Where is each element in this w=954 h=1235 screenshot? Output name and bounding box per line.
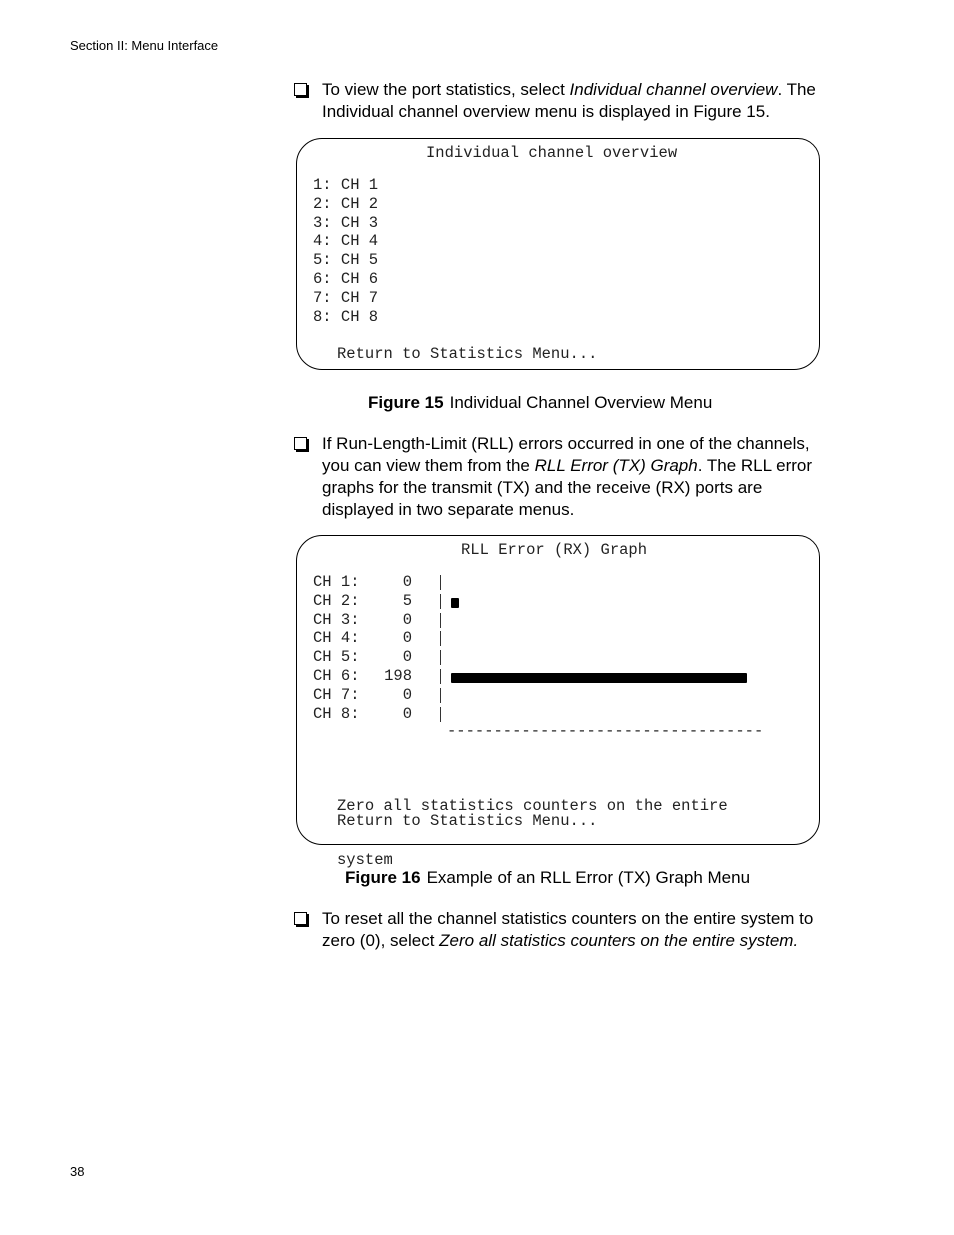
graph-row-label: CH 5: [313,648,360,667]
bullet-text: If Run-Length-Limit (RLL) errors occurred in one of the channels, you can view them from the [322,434,810,475]
bullet-emphasis: Individual channel overview [569,80,778,99]
graph-row-label: CH 8: [313,704,360,723]
graph-row-label: CH 6: [313,667,360,685]
menu-item-ch2[interactable]: 2: CH 2 [313,194,379,213]
graph-axis-tick [440,688,441,703]
menu-item-ch6[interactable]: 6: CH 6 [313,270,379,288]
graph-axis-tick [440,594,441,609]
graph-row-value: 0 [402,610,412,629]
graph-row-label: CH 7: [313,685,360,704]
bullet-emphasis: RLL Error (TX) Graph [534,456,698,475]
graph-bar-ch2 [451,598,459,608]
figure16-graph-title: RLL Error (RX) Graph [461,541,648,559]
figure15-menu-title: Individual channel overview [426,144,678,162]
graph-row-value: 0 [402,629,412,648]
caption-number: Figure 16 [345,868,421,887]
menu-item-ch4[interactable]: 4: CH 4 [313,232,379,251]
bullet-text: . The Individual channel overview menu is displayed in Figure 15. [322,80,816,121]
menu-item-ch5[interactable]: 5: CH 5 [313,251,379,270]
graph-row-label: CH 4: [313,629,360,648]
graph-row-label: CH 2: [313,591,360,610]
graph-axis-tick [440,669,441,684]
graph-row-label: CH 1: [313,573,360,591]
figure15-return-link[interactable]: Return to Statistics Menu... [337,345,598,363]
menu-item-ch7[interactable]: 7: CH 7 [313,288,379,307]
checkbox-bullet-icon [294,912,307,925]
graph-row-value: 0 [402,685,412,704]
figure16-caption [345,868,750,888]
caption-number: Figure 15 [368,393,444,412]
page-number: 38 [70,1164,85,1179]
graph-axis-tick [440,631,441,646]
section-header: Section II: Menu Interface [70,38,219,53]
bullet-reset-counters [294,908,834,952]
graph-row-value: 5 [402,591,412,610]
bullet-text: To reset all the channel statistics counters on the entire system to zero (0), select [322,909,814,950]
caption-text: Example of an RLL Error (TX) Graph Menu [426,868,751,887]
graph-axis-line: ---------------------------------- [447,722,764,740]
checkbox-bullet-icon [294,437,307,450]
graph-axis-tick [440,613,441,628]
menu-item-ch8[interactable]: 8: CH 8 [313,307,379,326]
figure16-return-link[interactable]: Return to Statistics Menu... [337,812,598,830]
menu-item-ch1[interactable]: 1: CH 1 [313,176,379,194]
graph-axis-tick [440,707,441,722]
graph-row-label: CH 3: [313,610,360,629]
zero-counters-label-line1: Zero all statistics counters on the entire [337,797,728,815]
bullet-text: To view the port statistics, select [322,80,570,99]
graph-axis-tick [440,575,441,590]
figure15-caption [368,393,712,413]
bullet-text: . The RLL error graphs for the transmit (TX) and the receive (RX) ports are displayed in two separate menus. [322,456,813,519]
bullet-view-port-stats [294,79,834,123]
bullet-rll-errors [294,433,834,521]
graph-row-value: 0 [402,648,412,667]
zero-counters-label-line2: system [337,851,393,869]
checkbox-bullet-icon [294,83,307,96]
bullet-emphasis: Zero all statistics counters on the entire system. [439,931,799,950]
menu-item-ch3[interactable]: 3: CH 3 [313,213,379,232]
graph-row-value: 0 [402,704,412,723]
graph-row-value: 0 [402,573,412,591]
graph-row-value: 198 [384,667,412,685]
graph-bar-ch6 [451,673,747,683]
graph-axis-tick [440,650,441,665]
caption-text: Individual Channel Overview Menu [449,393,713,412]
